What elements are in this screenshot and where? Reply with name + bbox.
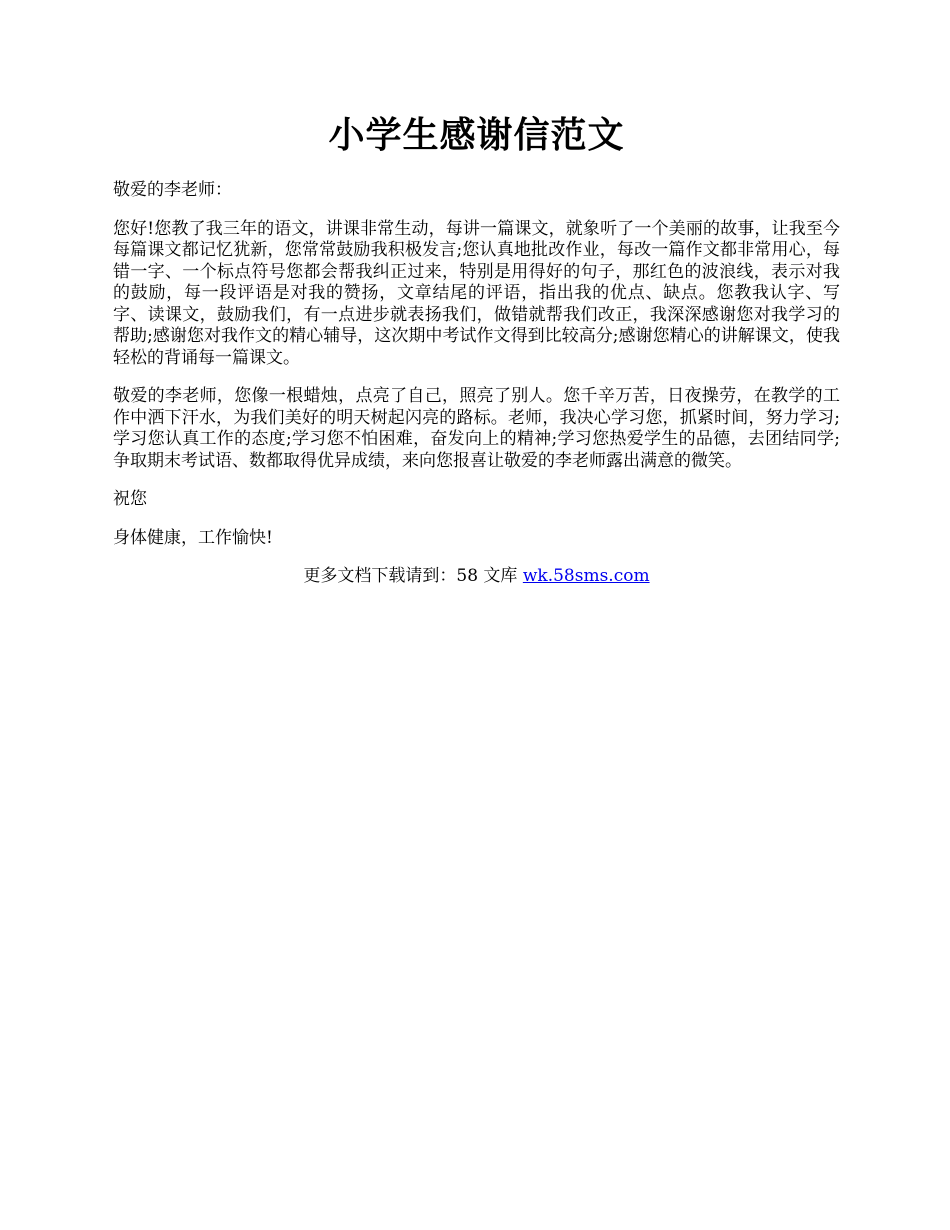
closing-wish: 祝您 (113, 489, 147, 509)
download-link[interactable]: wk.58sms.com (522, 566, 650, 586)
footer-text: 更多文档下载请到：58 文库 (303, 566, 523, 586)
closing-blessing: 身体健康，工作愉快! (113, 527, 273, 548)
document-page (113, 110, 840, 588)
download-footer (113, 566, 840, 588)
document-title: 小学生感谢信范文 (328, 114, 625, 156)
body-paragraph-1: 您好!您教了我三年的语文，讲课非常生动，每讲一篇课文，就象听了一个美丽的故事，让我至今每篇课文都记忆犹新，您常常鼓励我积极发言;您认真地批改作业，每改一篇作文都非常用心，每错一字、一个标点符号您都会帮我纠正过来，特别是用得好的句子，那红色的波浪线，表示对我的鼓励，每一段评语是对我的赞扬，文章结尾的评语，指出我的优点、缺点。您教我认字、写字、读课文，鼓励我们，有一点进步就表扬我们，做错就帮我们改正，我深深感谢您对我学习的帮助;感谢您对我作文的精心辅导，这次期中考试作文得到比较高分;感谢您精心的讲解课文，使我轻松的背诵每一篇课文。 (113, 218, 840, 368)
salutation: 敬爱的李老师： (113, 180, 232, 200)
body-paragraph-2: 敬爱的李老师，您像一根蜡烛，点亮了自己，照亮了别人。您千辛万苦，日夜操劳，在教学的工作中洒下汗水，为我们美好的明天树起闪亮的路标。老师，我决心学习您，抓紧时间，努力学习;学习您认真工作的态度;学习您不怕困难，奋发向上的精神;学习您热爱学生的品德，去团结同学;争取期末考试语、数都取得优异成绩，来向您报喜让敬爱的李老师露出满意的微笑。 (113, 386, 840, 471)
